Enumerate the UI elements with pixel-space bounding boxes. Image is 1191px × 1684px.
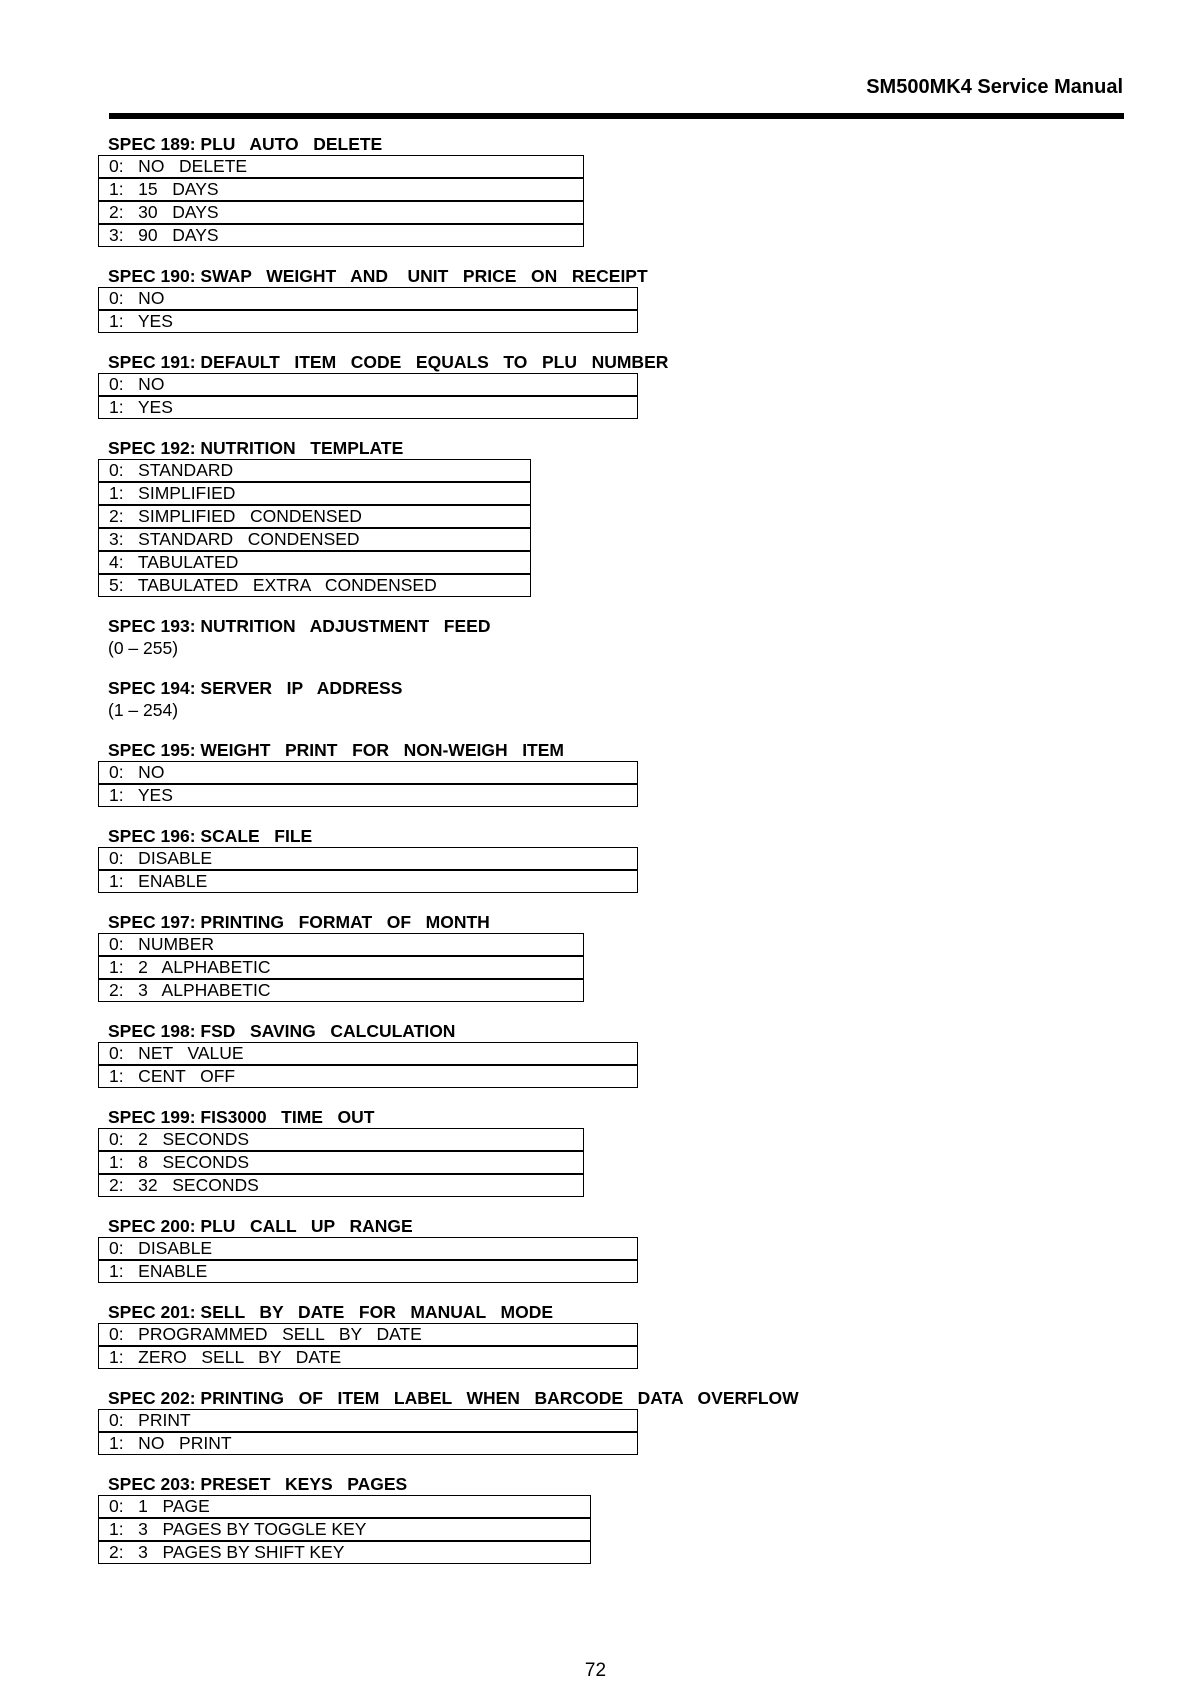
- spec-title: SPEC 190: SWAP WEIGHT AND UNIT PRICE ON RECEIPT: [108, 266, 648, 286]
- spec-title: SPEC 198: FSD SAVING CALCULATION: [108, 1021, 456, 1041]
- spec-options-table: [98, 761, 638, 807]
- spec-title: SPEC 194: SERVER IP ADDRESS: [108, 678, 403, 698]
- spec-title: SPEC 195: WEIGHT PRINT FOR NON-WEIGH ITEM: [108, 740, 564, 760]
- header-divider: [109, 113, 1124, 119]
- spec-section: [98, 825, 1098, 893]
- spec-title: SPEC 203: PRESET KEYS PAGES: [108, 1474, 408, 1494]
- spec-title: SPEC 200: PLU CALL UP RANGE: [108, 1216, 413, 1236]
- spec-options-table: [98, 459, 531, 597]
- spec-section: [98, 1473, 1098, 1564]
- spec-option-row: 1: 15 DAYS: [99, 179, 583, 202]
- spec-range: (0 – 255): [108, 638, 179, 658]
- spec-option-row: 1: YES: [109, 397, 173, 417]
- spec-title: SPEC 201: SELL BY DATE FOR MANUAL MODE: [108, 1302, 554, 1322]
- spec-option-row: 0: DISABLE: [99, 848, 637, 871]
- spec-options-table: [98, 1128, 584, 1197]
- spec-section: [98, 1387, 1098, 1455]
- spec-option-row: 0: STANDARD: [99, 460, 530, 483]
- spec-option-row: 0: PRINT: [99, 1410, 637, 1433]
- spec-range: (1 – 254): [108, 700, 179, 720]
- spec-options-table: [98, 155, 584, 247]
- spec-option-row: 0: NUMBER: [99, 934, 583, 957]
- spec-option-row: 5: TABULATED EXTRA CONDENSED: [109, 575, 437, 595]
- spec-title: SPEC 202: PRINTING OF ITEM LABEL WHEN BARCODE DATA OVERFLOW: [108, 1388, 799, 1408]
- spec-options-table: [98, 287, 638, 333]
- spec-section: [98, 265, 1098, 333]
- spec-option-row: 3: STANDARD CONDENSED: [99, 529, 530, 552]
- spec-title: SPEC 196: SCALE FILE: [108, 826, 313, 846]
- manual-header-title: SM500MK4 Service Manual: [866, 76, 1123, 98]
- spec-section: [98, 133, 1098, 247]
- spec-option-row: 0: NO: [99, 762, 637, 785]
- spec-option-row: 0: 2 SECONDS: [99, 1129, 583, 1152]
- spec-title: SPEC 192: NUTRITION TEMPLATE: [108, 438, 404, 458]
- spec-option-row: 2: 3 ALPHABETIC: [109, 980, 271, 1000]
- spec-title: SPEC 191: DEFAULT ITEM CODE EQUALS TO PLU NUMBER: [108, 352, 669, 372]
- spec-option-row: 1: YES: [109, 785, 173, 805]
- spec-options-table: [98, 1237, 638, 1283]
- spec-option-row: 1: 2 ALPHABETIC: [99, 957, 583, 980]
- spec-option-row: 1: YES: [109, 311, 173, 331]
- spec-option-row: 0: 1 PAGE: [99, 1496, 590, 1519]
- spec-option-row: 0: NET VALUE: [99, 1043, 637, 1066]
- spec-option-row: 1: NO PRINT: [109, 1433, 232, 1453]
- spec-section: [98, 437, 1098, 597]
- spec-options-table: [98, 1042, 638, 1088]
- spec-title: SPEC 189: PLU AUTO DELETE: [108, 134, 383, 154]
- spec-section: [98, 677, 1098, 721]
- spec-options-table: [98, 1495, 591, 1564]
- spec-options-table: [98, 1323, 638, 1369]
- spec-option-row: 1: ENABLE: [109, 1261, 208, 1281]
- spec-section: [98, 615, 1098, 659]
- spec-option-row: 3: 90 DAYS: [109, 225, 219, 245]
- spec-section: [98, 351, 1098, 419]
- spec-section: [98, 1215, 1098, 1283]
- spec-options-table: [98, 1409, 638, 1455]
- spec-options-table: [98, 847, 638, 893]
- spec-option-row: 1: ZERO SELL BY DATE: [109, 1347, 342, 1367]
- page-number: 72: [584, 1660, 607, 1681]
- spec-option-row: 2: 3 PAGES BY SHIFT KEY: [109, 1542, 345, 1562]
- spec-title: SPEC 199: FIS3000 TIME OUT: [108, 1107, 375, 1127]
- spec-section: [98, 911, 1098, 1002]
- spec-option-row: 0: DISABLE: [99, 1238, 637, 1261]
- spec-option-row: 2: SIMPLIFIED CONDENSED: [99, 506, 530, 529]
- spec-option-row: 1: CENT OFF: [109, 1066, 236, 1086]
- spec-list: [98, 133, 1098, 1582]
- spec-option-row: 1: 8 SECONDS: [99, 1152, 583, 1175]
- spec-option-row: 0: PROGRAMMED SELL BY DATE: [99, 1324, 637, 1347]
- spec-title: SPEC 193: NUTRITION ADJUSTMENT FEED: [108, 616, 491, 636]
- spec-section: [98, 739, 1098, 807]
- spec-title: SPEC 197: PRINTING FORMAT OF MONTH: [108, 912, 490, 932]
- spec-option-row: 0: NO: [99, 288, 637, 311]
- spec-option-row: 0: NO DELETE: [99, 156, 583, 179]
- spec-option-row: 4: TABULATED: [99, 552, 530, 575]
- spec-options-table: [98, 933, 584, 1002]
- spec-option-row: 2: 32 SECONDS: [109, 1175, 259, 1195]
- spec-option-row: 2: 30 DAYS: [99, 202, 583, 225]
- spec-option-row: 1: 3 PAGES BY TOGGLE KEY: [99, 1519, 590, 1542]
- spec-section: [98, 1301, 1098, 1369]
- spec-option-row: 1: SIMPLIFIED: [99, 483, 530, 506]
- spec-options-table: [98, 373, 638, 419]
- spec-section: [98, 1106, 1098, 1197]
- spec-option-row: 0: NO: [99, 374, 637, 397]
- spec-option-row: 1: ENABLE: [109, 871, 208, 891]
- spec-section: [98, 1020, 1098, 1088]
